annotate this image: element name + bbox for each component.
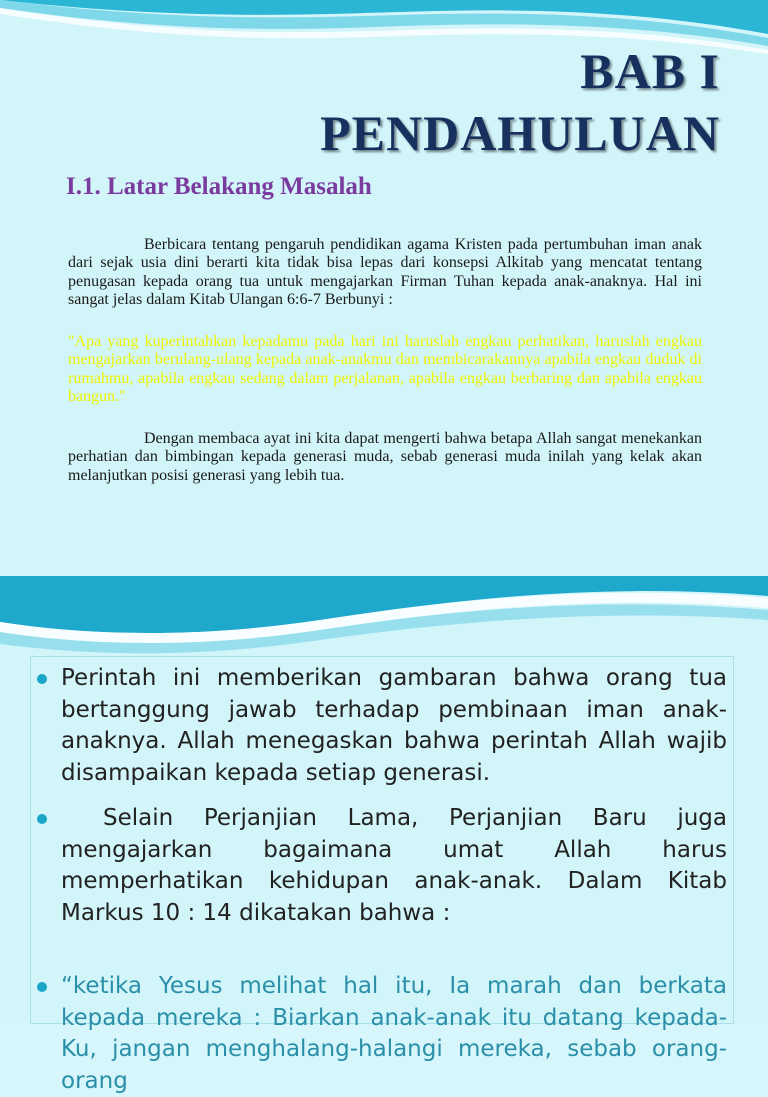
bullet-icon xyxy=(37,814,47,824)
list-item xyxy=(61,663,727,789)
bullet-text: Selain Perjanjian Lama, Perjanjian Baru juga mengajarkan bagaimana umat Allah harus memperhatikan kehidupan anak-anak. Dalam Kitab Markus 10 : 14 dikatakan bahwa : xyxy=(61,805,727,926)
slide-title-line2: PENDAHULUAN xyxy=(320,105,720,161)
bullet-text: “ketika Yesus melihat hal itu, Ia marah dan berkata kepada mereka : Biarkan anak-anak itu datang kepada-Ku, jangan menghalang-halangi mereka, sebab orang-orang xyxy=(61,973,727,1094)
bullet-icon xyxy=(37,674,47,684)
bible-quote: "Apa yang kuperintahkan kepadamu pada hari ini haruslah engkau perhatikan, haruslah engkau mengajarkan berulang-ulang kepada anak-anakmu dan membicarakannya apabila engkau duduk di rumahmu, apabila engkau sedang dalam perjalanan, apabila engkau berbaring dan apabila engkau bangun." xyxy=(68,333,702,406)
paragraph-conclusion: Dengan membaca ayat ini kita dapat mengerti bahwa betapa Allah sangat menekankan perhatian dan bimbingan kepada generasi muda, sebab generasi muda inilah yang kelak akan melanjutkan posisi generasi yang lebih tua. xyxy=(68,430,702,484)
bullet-text: Perintah ini memberikan gambaran bahwa orang tua bertanggung jawab terhadap pembinaan iman anak-anaknya. Allah menegaskan bahwa perintah Allah wajib disampaikan kepada setiap generasi. xyxy=(61,665,727,786)
bullet-icon xyxy=(37,982,47,992)
wave-decoration-top xyxy=(0,576,768,666)
section-heading: I.1. Latar Belakang Masalah xyxy=(66,173,372,200)
paragraph-intro: Berbicara tentang pengaruh pendidikan agama Kristen pada pertumbuhan iman anak dari sejak usia dini berarti kita tidak bisa lepas dari konsepsi Alkitab yang mencatat tentang penugasan kepada orang tua untuk mengajarkan Firman Tuhan kepada anak-anaknya. Hal ini sangat jelas dalam Kitab Ulangan 6:6-7 Berbunyi : xyxy=(68,236,702,309)
list-item xyxy=(61,971,727,1097)
list-item xyxy=(61,803,727,929)
slide-title-line1: BAB I xyxy=(580,43,720,99)
bullet-list xyxy=(30,656,734,1094)
